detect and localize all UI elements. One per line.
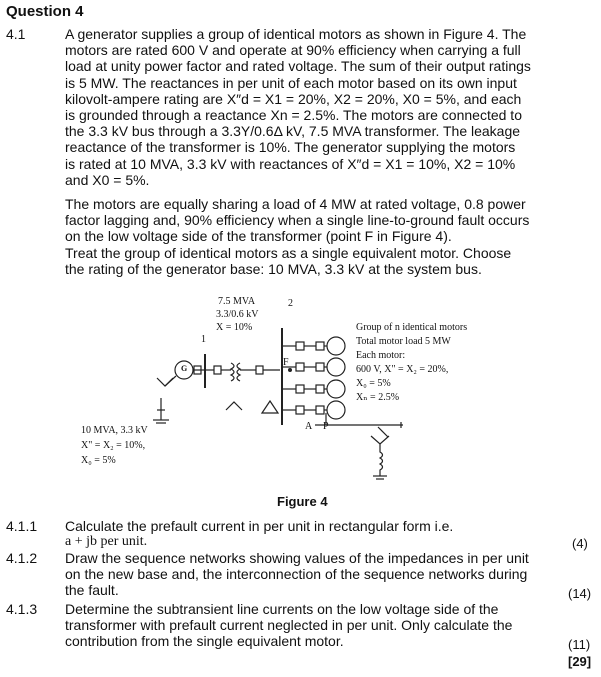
text-line: transformer with prefault current neglected in per unit. Only calculate the	[65, 617, 513, 633]
text-line: reactance of the transformer is 10%. The generator supplying the motors	[65, 139, 516, 156]
transformer-label-mva: 7.5 MVA	[218, 296, 256, 307]
motor-wye-icon	[371, 436, 389, 444]
text-line: on the new base and, the interconnection of the sequence networks during	[65, 566, 528, 582]
text-line: and X0 = 5%.	[65, 171, 150, 188]
transformer-label-kv: 3.3/0.6 kV	[216, 309, 259, 320]
text-line: the rating of the generator base: 10 MVA, 3.3 kV at the system bus.	[65, 261, 482, 278]
text-line: The motors are equally sharing a load of 4 MW at rated voltage, 0.8 power	[65, 196, 526, 212]
breaker-icon	[214, 366, 221, 374]
breaker-icon	[256, 366, 263, 374]
fault-point	[288, 368, 292, 372]
grounding-reactance	[380, 444, 383, 476]
marks-label: (14)	[568, 586, 592, 601]
generator-wye-icon	[157, 378, 173, 386]
text-line: A generator supplies a group of identical motors as shown in Figure 4. The	[65, 26, 527, 42]
motor-group-title: Group of n identical motors	[356, 322, 468, 333]
transformer-wye-icon	[226, 402, 242, 410]
subquestion-text	[65, 601, 512, 649]
motor-total-load: Total motor load 5 MW	[356, 336, 451, 347]
text-line: on the low voltage side of the transformer (point F in Figure 4).	[65, 228, 452, 245]
total-marks: [29]	[568, 654, 592, 669]
subquestion-number: 4.1.1	[6, 518, 38, 534]
motor-each-heading: Each motor:	[356, 350, 406, 361]
text-line: motors are rated 600 V and operate at 90% efficiency when carrying a full	[65, 42, 521, 59]
bus-2-label: 2	[288, 298, 293, 309]
text-line: kilovolt-ampere rating are X″d = X1 = 20%, X2 = 20%, X0 = 5%, and each	[65, 90, 522, 107]
motor-voltage-reactance: 600 V, X" = X₂ = 20%,	[356, 364, 449, 375]
marks-label: (11)	[568, 637, 591, 652]
text-line: factor lagging and, 90% efficiency when a single line-to-ground fault occurs	[65, 212, 530, 229]
motor-xn: Xₙ = 2.5%	[356, 392, 400, 403]
subquestion-text	[65, 550, 529, 598]
generator-reactance-x1-x2: X" = X₂ = 10%,	[81, 440, 146, 451]
generator-label: G	[181, 364, 188, 373]
text-line: is 5 MW. The reactances in per unit of each motor based on its own input	[65, 74, 517, 91]
figure-caption: Figure 4	[277, 494, 328, 509]
generator-reactance-x0: X₀ = 5%	[81, 455, 116, 466]
motor-x0: X₀ = 5%	[356, 378, 391, 389]
text-line: Draw the sequence networks showing values of the impedances in per unit	[65, 550, 529, 566]
text-line: Calculate the prefault current in per unit in rectangular form i.e.	[65, 518, 454, 534]
subquestion-number: 4.1.2	[6, 550, 38, 566]
text-line: is rated at 10 MVA, 3.3 kV with reactances of X″d = X1 = 10%, X2 = 10%	[65, 155, 516, 172]
transformer-delta-icon	[262, 401, 278, 413]
bus-1-label: 1	[201, 334, 206, 345]
text-line: is grounded through a reactance Xn = 2.5%. The motors are connected to	[65, 107, 522, 124]
text-line: a + jb per unit.	[65, 534, 148, 549]
question-title: Question 4	[6, 3, 84, 20]
subquestion-number: 4.1.3	[6, 601, 38, 617]
text-line: Treat the group of identical motors as a single equivalent motor. Choose	[65, 245, 512, 261]
transformer-primary-coil	[231, 363, 234, 381]
text-line: Determine the subtransient line currents on the low voltage side of the	[65, 601, 499, 617]
text-line: the 3.3 kV bus through a 3.3Y/0.6Δ kV, 7.5 MVA transformer. The leakage	[65, 123, 521, 140]
point-p-label: P	[323, 421, 329, 432]
fault-label: F	[283, 357, 289, 368]
motor-ground-lead	[378, 427, 388, 437]
point-a-label: A	[305, 421, 313, 432]
text-line: the fault.	[65, 582, 119, 598]
text-line: contribution from the single equivalent motor.	[65, 633, 344, 649]
marks-label: (4)	[572, 536, 588, 551]
generator-rating: 10 MVA, 3.3 kV	[81, 425, 148, 436]
question-number: 4.1	[6, 26, 26, 42]
transformer-secondary-coil	[237, 363, 240, 381]
motor-branches	[282, 337, 345, 419]
text-line: load at unity power factor and rated voltage. The sum of their output ratings	[65, 58, 531, 75]
subquestion-text	[65, 518, 453, 550]
transformer-label-x: X = 10%	[216, 322, 253, 333]
